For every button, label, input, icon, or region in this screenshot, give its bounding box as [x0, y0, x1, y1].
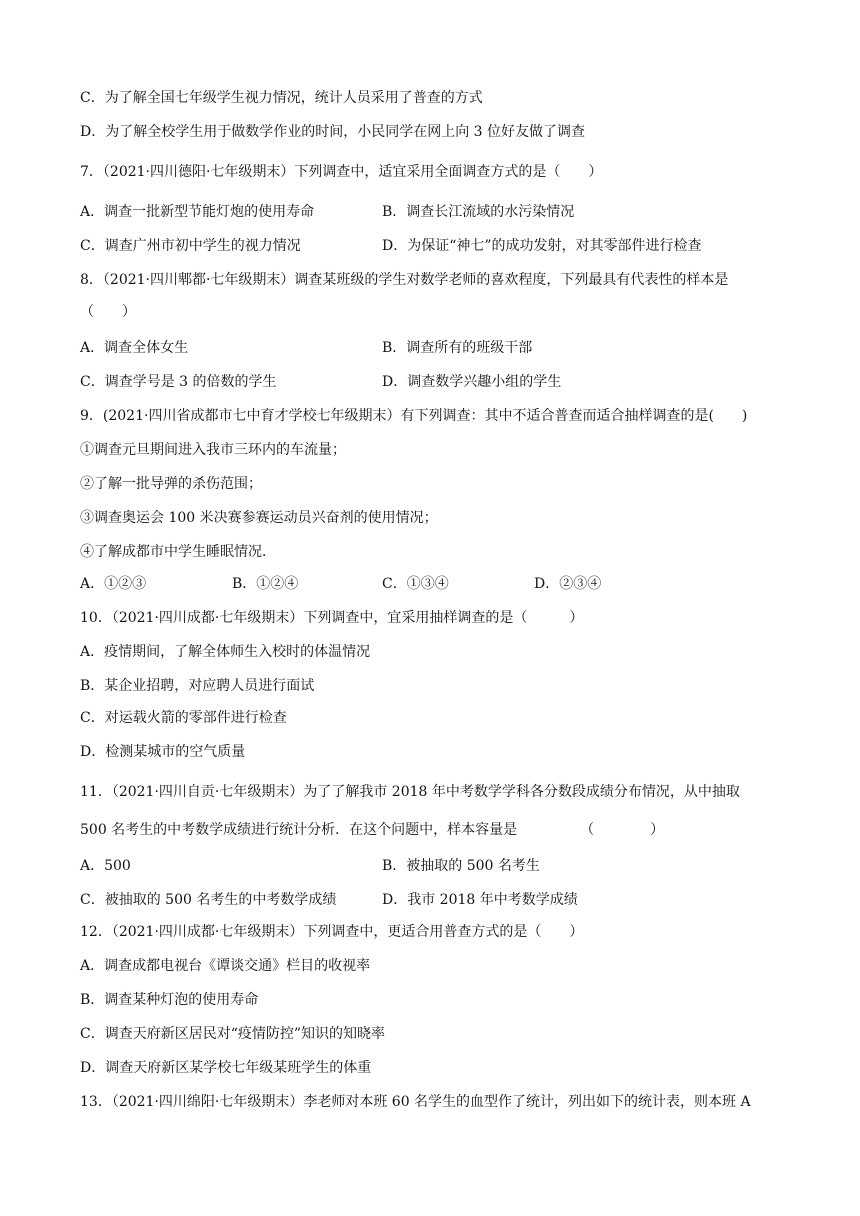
text-line: C．被抽取的 500 名考生的中考数学成绩 [80, 892, 337, 908]
option-text: B．调查长江流域的水污染情况 [382, 204, 575, 220]
text-line: 11．（2021·四川自贡·七年级期末）为了了解我市 2018 年中考数学学科各分数段成绩分布情况，从中抽取 [80, 784, 740, 800]
text-line: A．调查成都电视台《谭谈交通》栏目的收视率 [80, 958, 371, 974]
option-text: D．②③④ [534, 576, 602, 592]
text-line: C．调查天府新区居民对“疫情防控”知识的知晓率 [80, 1026, 386, 1042]
text-line: A．调查一批新型节能灯炮的使用寿命 [80, 204, 315, 220]
text-line: B．某企业招聘，对应聘人员进行面试 [80, 678, 315, 694]
option-text: C．①③④ [382, 576, 449, 592]
text-line: C．调查广州市初中学生的视力情况 [80, 238, 301, 254]
text-line: A．调查全体女生 [80, 340, 189, 356]
text-line: C．为了解全国七年级学生视力情况，统计人员采用了普查的方式 [80, 90, 483, 106]
text-line: （ ） [80, 304, 136, 320]
text-line: ④了解成都市中学生睡眠情况． [80, 544, 276, 560]
option-text: B．被抽取的 500 名考生 [382, 858, 540, 874]
text-line: ②了解一批导弹的杀伤范围； [80, 476, 262, 492]
text-line: 10．（2021·四川成都·七年级期末）下列调查中，宜采用抽样调查的是（ ） [80, 610, 584, 626]
option-text: B．①②④ [232, 576, 299, 592]
text-line: ③调查奥运会 100 米决赛参赛运动员兴奋剂的使用情况； [80, 510, 438, 526]
text-line: 500 名考生的中考数学成绩进行统计分析．在这个问题中，样本容量是 （ ） [80, 822, 665, 838]
text-line: B．调查某种灯泡的使用寿命 [80, 992, 259, 1008]
option-text: D．调查数学兴趣小组的学生 [382, 374, 562, 390]
text-line: C．对运载火箭的零部件进行检查 [80, 710, 287, 726]
text-line: C．调查学号是 3 的倍数的学生 [80, 374, 277, 390]
option-text: D．为保证“神七”的成功发射，对其零部件进行检查 [382, 238, 702, 254]
text-line: ①调查元旦期间进入我市三环内的车流量； [80, 442, 346, 458]
text-line: 12．（2021·四川成都·七年级期末）下列调查中，更适合用普查方式的是（ ） [80, 924, 584, 940]
text-line: D．为了解全校学生用于做数学作业的时间，小民同学在网上向 3 位好友做了调查 [80, 124, 586, 140]
text-line: A．500 [80, 858, 131, 874]
text-line: D．检测某城市的空气质量 [80, 744, 246, 760]
option-text: B．调查所有的班级干部 [382, 340, 533, 356]
text-line: 8．（2021·四川郫都·七年级期末）调查某班级的学生对数学老师的喜欢程度，下列最具有代表性的样本是 [80, 272, 729, 288]
text-line: D．调查天府新区某学校七年级某班学生的体重 [80, 1060, 372, 1076]
text-line: A．①②③ [80, 576, 147, 592]
text-line: 7．（2021·四川德阳·七年级期末）下列调查中，适宜采用全面调查方式的是（ ） [80, 164, 603, 180]
text-line: 9．(2021·四川省成都市七中育才学校七年级期末）有下列调查：其中不适合普查而适合抽样调查的是( ) [80, 408, 748, 424]
text-line: A．疫情期间，了解全体师生入校时的体温情况 [80, 644, 371, 660]
text-line: 13．（2021·四川绵阳·七年级期末）李老师对本班 60 名学生的血型作了统计，列出如下的统计表，则本班 A [80, 1094, 751, 1110]
option-text: D．我市 2018 年中考数学成绩 [382, 892, 578, 908]
